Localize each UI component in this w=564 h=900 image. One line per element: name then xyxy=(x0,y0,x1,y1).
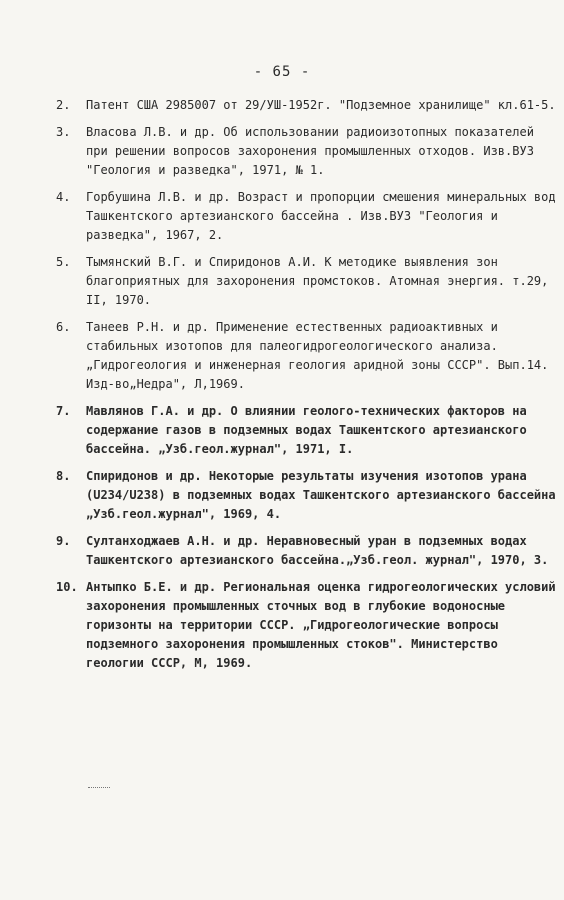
reference-item xyxy=(56,467,556,524)
stray-mark xyxy=(88,787,110,792)
reference-text: Антыпко Б.Е. и др. Региональная оценка гидрогеологических условий захоронения промышленных сточных вод в глубокие водоносные горизонты на территории СССР. „Гидрогеологические вопросы подземного захоронения промышленных стоков". Министерство геологии СССР, М, 1969. xyxy=(86,580,556,670)
reference-number: 7. xyxy=(56,404,71,418)
reference-text: Танеев Р.Н. и др. Применение естественных радиоактивных и стабильных изотопов для палеогидрогеологического анализа.„Гидрогеология и инженерная геология аридной зоны СССР". Вып.14. Изд-во„Недра", Л,1969. xyxy=(86,320,549,391)
reference-item xyxy=(56,96,556,115)
page-number: - 65 - xyxy=(253,64,311,80)
reference-number: 2. xyxy=(56,98,71,112)
reference-text: Власова Л.В. и др. Об использовании радиоизотопных показателей при решении вопросов захоронения промышленных отходов. Изв.ВУЗ "Геология и разведка", 1971, № 1. xyxy=(86,125,534,177)
reference-item xyxy=(56,532,556,570)
reference-item xyxy=(56,188,556,245)
reference-item xyxy=(56,578,556,673)
reference-list xyxy=(56,96,556,681)
reference-text: Султанходжаев А.Н. и др. Неравновесный уран в подземных водах Ташкентского артезианского бассейна.„Узб.геол. журнал", 1970, 3. xyxy=(86,534,549,567)
reference-number: 10. xyxy=(56,580,78,594)
reference-text: Тымянский В.Г. и Спиридонов А.И. К методике выявления зон благоприятных для захоронения промстоков. Атомная энергия. т.29, II, 1970. xyxy=(86,255,549,307)
reference-text: Патент США 2985007 от 29/УШ-1952г. "Подземное хранилище" кл.61-5. xyxy=(86,98,556,112)
reference-number: 9. xyxy=(56,534,71,548)
reference-number: 8. xyxy=(56,469,71,483)
reference-item xyxy=(56,402,556,459)
reference-text: Спиридонов и др. Некоторые результаты изучения изотопов урана (U234/U238) в подземных водах Ташкентского артезианского бассейна „Узб.геол.журнал", 1969, 4. xyxy=(86,469,556,521)
reference-text: Горбушина Л.В. и др. Возраст и пропорции смешения минеральных вод Ташкентского артезианского бассейна . Изв.ВУЗ "Геология и разведка", 1967, 2. xyxy=(86,190,556,242)
reference-number: 3. xyxy=(56,125,71,139)
reference-text: Мавлянов Г.А. и др. О влиянии геолого-технических факторов на содержание газов в подземных водах Ташкентского артезианского бассейна. „Узб.геол.журнал", 1971, I. xyxy=(86,404,527,456)
reference-number: 6. xyxy=(56,320,71,334)
reference-number: 4. xyxy=(56,190,71,204)
reference-item xyxy=(56,253,556,310)
reference-item xyxy=(56,318,556,394)
reference-item xyxy=(56,123,556,180)
reference-number: 5. xyxy=(56,255,71,269)
